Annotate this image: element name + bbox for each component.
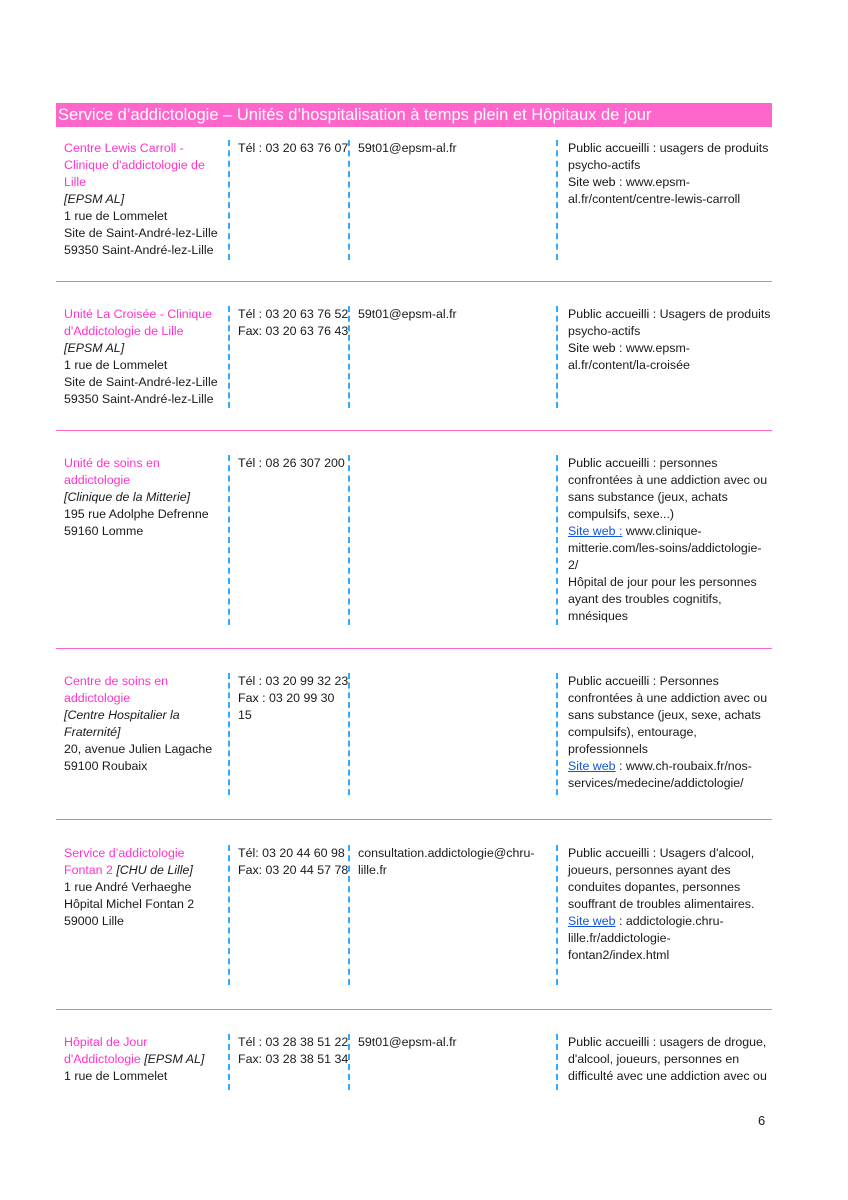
- site-url: mitterie.com/les-soins/addictologie-: [568, 541, 762, 555]
- public-text: sans substance (jeux, achats: [568, 490, 728, 504]
- entry-divider: [56, 281, 772, 282]
- site-url: : addictologie.chru-: [615, 914, 724, 928]
- entry-info-column: [556, 455, 772, 625]
- fax-label: Fax: [238, 324, 259, 338]
- public-text: compulsifs, sexe...): [568, 507, 675, 521]
- entry-name-column: [64, 845, 224, 930]
- public-text: : usagers de drogue,: [649, 1035, 767, 1049]
- public-line: [568, 455, 772, 472]
- fax-value: : 03 20 44 57 78: [258, 863, 349, 877]
- tel-label: Tél :: [238, 456, 263, 470]
- site-url: : www.ch-roubaix.fr/nos-: [615, 759, 752, 773]
- phone-line: [238, 845, 350, 862]
- entry-org: [EPSM AL]: [140, 1052, 205, 1066]
- public-text: psycho-actifs: [568, 324, 641, 338]
- site-url: services/medecine/addictologie/: [568, 776, 744, 790]
- entry-title: addictologie: [64, 473, 131, 487]
- entry-org: [EPSM AL]: [64, 341, 125, 355]
- public-text: usagers de produits: [656, 141, 769, 155]
- entry-email-column: [348, 306, 556, 408]
- entry-address: Hôpital Michel Fontan 2: [64, 897, 195, 911]
- extra-text: Hôpital de jour pour les personnes: [568, 575, 757, 589]
- entry-unite-la-croisee: [56, 306, 772, 408]
- public-text: professionnels: [568, 742, 648, 756]
- public-text: : personnes: [649, 456, 718, 470]
- tel-value: : 03 20 44 60 98: [255, 846, 345, 860]
- site-line: [568, 758, 772, 775]
- page-number: 6: [758, 1113, 766, 1128]
- entry-name-column: [64, 140, 224, 259]
- entry-phone-column: [228, 455, 350, 625]
- site-label: Site web: [568, 175, 616, 189]
- entry-address: Site de Saint-André-lez-Lille: [64, 375, 218, 389]
- site-line: [568, 523, 772, 540]
- site-url: fontan2/index.html: [568, 948, 670, 962]
- public-text: souffrant de troubles alimentaires.: [568, 897, 755, 911]
- site-url: al.fr/content/centre-lewis-carroll: [568, 192, 741, 206]
- entry-name-column: [64, 455, 224, 540]
- entry-phone-column: [228, 845, 350, 985]
- site-web-link[interactable]: Site web :: [568, 524, 623, 538]
- fax-line: [238, 690, 350, 724]
- entry-title: Unité La Croisée - Clinique: [64, 307, 213, 321]
- public-text: d'alcool, joueurs, personnes en: [568, 1052, 740, 1066]
- entry-title: Lille: [64, 175, 87, 189]
- entry-title: Service d’addictologie: [64, 846, 185, 860]
- entry-org: [Clinique de la Mitterie]: [64, 490, 191, 504]
- entry-title: Unité de soins en: [64, 456, 160, 470]
- public-label: Public accueilli :: [568, 307, 657, 321]
- phone-line: [238, 455, 350, 472]
- entry-unite-soins-addictologie: [56, 455, 772, 625]
- public-line: [568, 140, 772, 157]
- public-text: Usagers de produits: [656, 307, 771, 321]
- public-text: psycho-actifs: [568, 158, 641, 172]
- phone-line: [238, 673, 350, 690]
- public-label: Public accueilli: [568, 846, 650, 860]
- entry-phone-column: [228, 1034, 350, 1090]
- entry-divider: [56, 1009, 772, 1010]
- entry-title: Hôpital de Jour: [64, 1035, 148, 1049]
- entry-info-column: [556, 1034, 772, 1090]
- entry-title: Clinique d'addictologie de: [64, 158, 205, 172]
- entry-info-column: [556, 306, 772, 408]
- tel-label: Tél: [238, 846, 256, 860]
- public-label: Public accueilli :: [568, 141, 657, 155]
- public-line: [568, 1034, 772, 1051]
- site-url: lille.fr/addictologie-: [568, 931, 671, 945]
- entry-address: Site de Saint-André-lez-Lille: [64, 226, 218, 240]
- public-text: joueurs, personnes ayant des: [568, 863, 731, 877]
- public-text: difficulté avec une addiction avec ou: [568, 1069, 767, 1083]
- entry-address: 59350 Saint-André-lez-Lille: [64, 392, 214, 406]
- entry-divider: [56, 648, 772, 649]
- site-url: www.clinique-: [622, 524, 702, 538]
- site-url: al.fr/content/la-croisée: [568, 358, 690, 372]
- entry-name-column: [64, 1034, 224, 1085]
- site-label: Site web: [568, 341, 616, 355]
- entry-address: 195 rue Adolphe Defrenne: [64, 507, 209, 521]
- site-url: 2/: [568, 558, 579, 572]
- site-web-link[interactable]: Site web: [568, 759, 616, 773]
- entry-address: 59350 Saint-André-lez-Lille: [64, 243, 214, 257]
- entry-org: [CHU de Lille]: [112, 863, 193, 877]
- public-line: [568, 845, 772, 862]
- public-line: [568, 306, 772, 323]
- public-label: Public accueilli :: [568, 674, 657, 688]
- public-text: confrontées à une addiction avec ou: [568, 691, 768, 705]
- entry-title: d'Addictologie de Lille: [64, 324, 184, 338]
- phone-line: [238, 306, 350, 323]
- site-line: [568, 340, 772, 357]
- phone-line: [238, 140, 350, 157]
- entry-title: d'Addictologie: [64, 1052, 141, 1066]
- entry-title: addictologie: [64, 691, 131, 705]
- entry-address: 1 rue de Lommelet: [64, 358, 168, 372]
- extra-text: mnésiques: [568, 609, 628, 623]
- public-text: : Usagers d'alcool,: [649, 846, 755, 860]
- entry-phone-column: [228, 306, 350, 408]
- entry-title-line: [64, 1051, 224, 1068]
- entry-centre-lewis-carroll: [56, 140, 772, 260]
- tel-value: : 03 20 63 76 07: [255, 141, 349, 155]
- entry-title: Fontan 2: [64, 863, 113, 877]
- entry-phone-column: [228, 673, 350, 795]
- public-label: Public accueilli: [568, 1035, 650, 1049]
- entry-org: [EPSM AL]: [64, 192, 125, 206]
- phone-line: Tél : 03 28 38 51 22: [238, 1035, 349, 1049]
- tel-value: 03 20 99 32 23: [262, 674, 349, 688]
- entry-phone-column: [228, 140, 350, 260]
- extra-text: ayant des troubles cognitifs,: [568, 592, 722, 606]
- entry-divider: [56, 430, 772, 431]
- entry-address: 1 rue de Lommelet: [64, 1069, 168, 1083]
- tel-label: Tél: [238, 141, 256, 155]
- entry-title: Centre Lewis Carroll -: [64, 141, 184, 155]
- entry-title: Centre de soins en: [64, 674, 169, 688]
- email-text: 59t01@epsm-al.fr: [358, 141, 457, 155]
- email-text: lille.fr: [358, 863, 387, 877]
- site-line: [568, 913, 772, 930]
- public-text: sans substance (jeux, sexe, achats: [568, 708, 761, 722]
- public-text: Personnes: [656, 674, 719, 688]
- site-line: [568, 174, 772, 191]
- entry-address: 1 rue André Verhaeghe: [64, 880, 192, 894]
- entry-address: 59000 Lille: [64, 914, 124, 928]
- email-text: consultation.addictologie@chru-: [358, 846, 535, 860]
- entry-address: 59100 Roubaix: [64, 759, 148, 773]
- entry-address: 20, avenue Julien Lagache: [64, 742, 213, 756]
- entry-email-column: [348, 140, 556, 260]
- public-text: compulsifs), entourage,: [568, 725, 697, 739]
- fax-line: [238, 323, 350, 340]
- entry-info-column: [556, 140, 772, 260]
- entry-info-column: [556, 845, 772, 985]
- fax-value: : 03 20 63 76 43: [258, 324, 349, 338]
- email-text: 59t01@epsm-al.fr: [358, 1035, 457, 1049]
- entry-name-column: [64, 306, 224, 408]
- public-text: confrontées à une addiction avec ou: [568, 473, 768, 487]
- entry-email-column: [348, 455, 556, 625]
- site-url: : www.epsm-: [615, 341, 690, 355]
- fax-line: Fax: 03 28 38 51 34: [238, 1052, 349, 1066]
- entry-email-column: [348, 673, 556, 795]
- fax-label: Fax :: [238, 691, 266, 705]
- fax-label: Fax: [238, 863, 259, 877]
- tel-value: : 03 20 63 76 52: [255, 307, 349, 321]
- entry-name-column: [64, 673, 224, 775]
- entry-email-column: [348, 845, 556, 985]
- entry-fontan-2: [56, 845, 772, 985]
- tel-value: 08 26 307 200: [262, 456, 345, 470]
- entry-org: Fraternité]: [64, 725, 121, 739]
- entry-hopital-de-jour: [56, 1034, 772, 1090]
- section-header: Service d’addictologie – Unités d’hospitalisation à temps plein et Hôpitaux de jour: [56, 103, 772, 127]
- email-text: 59t01@epsm-al.fr: [358, 307, 457, 321]
- entry-title-line: [64, 862, 224, 879]
- entry-address: 1 rue de Lommelet: [64, 209, 168, 223]
- public-text: conduites dopantes, personnes: [568, 880, 741, 894]
- tel-label: Tél: [238, 307, 256, 321]
- entry-address: 59160 Lomme: [64, 524, 144, 538]
- public-label: Public accueilli: [568, 456, 650, 470]
- site-url: : www.epsm-: [615, 175, 690, 189]
- entry-divider: [56, 819, 772, 820]
- public-line: [568, 673, 772, 690]
- entry-email-column: [348, 1034, 556, 1090]
- fax-value: 03 20 99 30 15: [238, 691, 335, 722]
- entry-centre-soins-roubaix: [56, 673, 772, 795]
- entry-org: [Centre Hospitalier la: [64, 708, 180, 722]
- entry-info-column: [556, 673, 772, 795]
- tel-label: Tél :: [238, 674, 263, 688]
- fax-line: [238, 862, 350, 879]
- site-web-link[interactable]: Site web: [568, 914, 616, 928]
